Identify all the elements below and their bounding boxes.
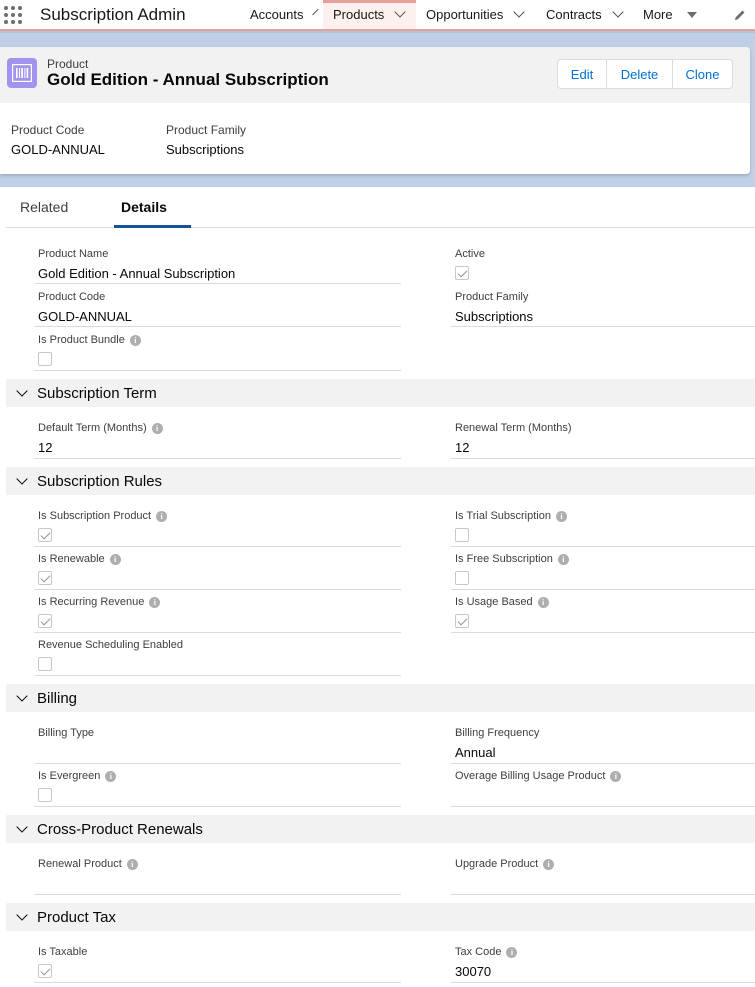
field-label: Upgrade Product i <box>455 857 755 871</box>
field-label: Billing Frequency <box>455 727 540 739</box>
chevron-down-icon[interactable] <box>313 9 319 15</box>
field-label: Is Taxable <box>38 946 88 958</box>
caret-down-icon <box>687 12 697 18</box>
field-divider <box>451 763 755 764</box>
field-is-free-subscription <box>455 552 755 590</box>
field-divider <box>34 326 401 327</box>
field-default-term <box>38 421 402 459</box>
chevron-down-icon[interactable] <box>612 6 623 17</box>
chevron-down-icon <box>16 385 27 396</box>
record-header <box>0 47 750 103</box>
field-is-renewable <box>38 552 402 590</box>
field-value <box>455 788 755 805</box>
highlight-label: Product Code <box>11 123 85 137</box>
field-divider <box>451 806 755 807</box>
info-icon[interactable]: i <box>156 511 167 522</box>
info-icon[interactable]: i <box>558 554 569 565</box>
field-divider <box>34 589 401 590</box>
section-title: Cross-Product Renewals <box>37 820 203 838</box>
field-is-taxable <box>38 945 402 983</box>
section-title: Product Tax <box>37 908 116 926</box>
section-title: Subscription Term <box>37 384 157 402</box>
chevron-down-icon <box>16 821 27 832</box>
is-trial-subscription-checkbox[interactable] <box>455 528 469 542</box>
field-label: Active <box>455 248 485 260</box>
field-overage-product <box>455 769 755 807</box>
active-tab-indicator <box>114 225 191 228</box>
section-title: Subscription Rules <box>37 472 163 490</box>
field-billing-frequency <box>455 726 755 764</box>
field-label: Tax Code i <box>455 945 755 959</box>
highlight-value: Subscriptions <box>166 142 245 157</box>
nav-item-products[interactable] <box>323 0 416 29</box>
field-label: Overage Billing Usage Product i <box>455 769 755 783</box>
field-renewal-product <box>38 857 402 895</box>
app-name: Subscription Admin <box>40 5 186 24</box>
field-is-subscription-product <box>38 509 402 547</box>
field-upgrade-product <box>455 857 755 895</box>
field-tax-code <box>455 945 755 983</box>
edit-nav-pencil-icon[interactable] <box>734 9 746 21</box>
is-renewable-checkbox[interactable] <box>38 571 52 585</box>
field-divider <box>451 589 755 590</box>
field-product-code <box>38 290 402 327</box>
highlight-product-code <box>11 123 105 157</box>
field-label: Is Product Bundle i <box>38 333 402 347</box>
info-icon[interactable]: i <box>105 771 116 782</box>
field-divider <box>34 675 401 676</box>
nav-item-label: Contracts <box>546 7 602 22</box>
field-product-family <box>455 290 755 327</box>
nav-item-label: Opportunities <box>426 7 504 22</box>
field-divider <box>451 632 755 633</box>
product-icon <box>7 58 37 88</box>
section-billing[interactable] <box>6 684 755 712</box>
field-divider <box>34 632 401 633</box>
field-value: Annual <box>455 745 496 760</box>
field-label: Renewal Product i <box>38 857 402 871</box>
record-detail-body <box>0 187 755 987</box>
field-divider <box>34 283 401 284</box>
info-icon[interactable]: i <box>556 511 567 522</box>
tab-bar <box>6 187 755 228</box>
nav-item-label: Products <box>333 7 385 22</box>
tab-details[interactable]: Details <box>121 199 167 215</box>
field-divider <box>34 806 401 807</box>
field-label: Renewal Term (Months) <box>455 422 572 434</box>
clone-button[interactable]: Clone <box>672 59 733 89</box>
field-divider <box>34 894 401 895</box>
field-divider <box>34 370 401 371</box>
field-label: Is Renewable i <box>38 552 402 566</box>
field-billing-type <box>38 726 402 764</box>
field-label: Default Term (Months) i <box>38 421 402 435</box>
nav-item-contracts[interactable] <box>536 0 633 29</box>
is-evergreen-checkbox[interactable] <box>38 788 52 802</box>
chevron-down-icon[interactable] <box>514 6 525 17</box>
nav-item-opportunities[interactable] <box>416 0 536 29</box>
field-label: Product Code <box>38 291 106 303</box>
is-free-subscription-checkbox[interactable] <box>455 571 469 585</box>
info-icon[interactable]: i <box>506 947 517 958</box>
section-title: Billing <box>37 689 78 707</box>
section-product-tax[interactable] <box>6 903 755 931</box>
field-label: Is Trial Subscription i <box>455 509 755 523</box>
tab-related[interactable]: Related <box>20 199 69 215</box>
chevron-down-icon <box>16 473 27 484</box>
is-taxable-checkbox[interactable] <box>38 964 52 978</box>
info-icon[interactable]: i <box>538 597 549 608</box>
field-divider <box>451 894 755 895</box>
info-icon[interactable]: i <box>130 335 141 346</box>
edit-button[interactable]: Edit <box>557 59 607 89</box>
field-divider <box>34 982 401 983</box>
field-value: Gold Edition - Annual Subscription <box>38 266 236 281</box>
record-highlights-panel <box>0 47 750 174</box>
is-usage-based-checkbox[interactable] <box>455 614 469 628</box>
field-divider <box>34 763 401 764</box>
field-label: Is Recurring Revenue i <box>38 595 402 609</box>
record-actions <box>557 59 733 89</box>
active-checkbox[interactable] <box>455 266 469 280</box>
section-subscription-rules[interactable] <box>6 467 755 495</box>
field-divider <box>451 982 755 983</box>
field-value: 12 <box>38 440 53 455</box>
field-product-name <box>38 247 402 284</box>
field-is-usage-based <box>455 595 755 633</box>
info-icon[interactable]: i <box>127 859 138 870</box>
field-value: 30070 <box>455 964 492 979</box>
highlight-value: GOLD-ANNUAL <box>11 142 105 157</box>
nav-item-label: Accounts <box>250 7 304 22</box>
field-divider <box>451 326 755 327</box>
field-label: Product Name <box>38 248 109 260</box>
field-label: Is Evergreen i <box>38 769 402 783</box>
field-value: 12 <box>455 440 470 455</box>
page-title: Gold Edition - Annual Subscription <box>47 70 329 89</box>
field-label: Is Subscription Product i <box>38 509 402 523</box>
field-is-product-bundle <box>38 333 402 371</box>
field-value <box>38 876 402 893</box>
field-divider <box>34 546 401 547</box>
field-active <box>455 247 755 284</box>
field-label: Product Family <box>455 291 529 303</box>
highlight-product-family <box>166 123 246 157</box>
app-launcher-button[interactable] <box>0 0 30 29</box>
info-icon[interactable]: i <box>152 423 163 434</box>
field-label: Is Usage Based i <box>455 595 755 609</box>
field-is-evergreen <box>38 769 402 807</box>
field-value: Subscriptions <box>455 309 534 324</box>
info-icon[interactable]: i <box>149 597 160 608</box>
nav-item-more[interactable] <box>633 0 707 29</box>
chevron-down-icon <box>16 690 27 701</box>
field-label: Revenue Scheduling Enabled <box>38 639 183 651</box>
revenue-scheduling-checkbox[interactable] <box>38 657 52 671</box>
field-renewal-term <box>455 421 755 459</box>
nav-item-label: More <box>643 7 673 22</box>
info-icon[interactable]: i <box>610 771 621 782</box>
is-product-bundle-checkbox[interactable] <box>38 352 52 366</box>
global-nav-bar <box>0 0 755 31</box>
info-icon[interactable]: i <box>543 859 554 870</box>
nav-item-accounts[interactable] <box>238 0 323 29</box>
chevron-down-icon[interactable] <box>395 6 406 17</box>
chevron-down-icon <box>16 909 27 920</box>
section-cross-product-renewals[interactable] <box>6 815 755 843</box>
is-subscription-product-checkbox[interactable] <box>38 528 52 542</box>
info-icon[interactable]: i <box>110 554 121 565</box>
field-value <box>455 876 755 893</box>
field-label: Billing Type <box>38 727 95 739</box>
object-label: Product <box>47 57 89 71</box>
field-is-trial-subscription <box>455 509 755 547</box>
highlight-label: Product Family <box>166 123 247 137</box>
is-recurring-revenue-checkbox[interactable] <box>38 614 52 628</box>
field-value <box>38 745 402 762</box>
section-subscription-term[interactable] <box>6 379 755 407</box>
field-value: GOLD-ANNUAL <box>38 309 132 324</box>
delete-button[interactable]: Delete <box>606 59 673 89</box>
field-is-recurring-revenue <box>38 595 402 633</box>
field-divider <box>34 458 401 459</box>
app-launcher-icon <box>4 6 22 24</box>
field-divider <box>451 458 755 459</box>
field-divider <box>451 546 755 547</box>
field-label: Is Free Subscription i <box>455 552 755 566</box>
field-revenue-scheduling <box>38 638 402 676</box>
